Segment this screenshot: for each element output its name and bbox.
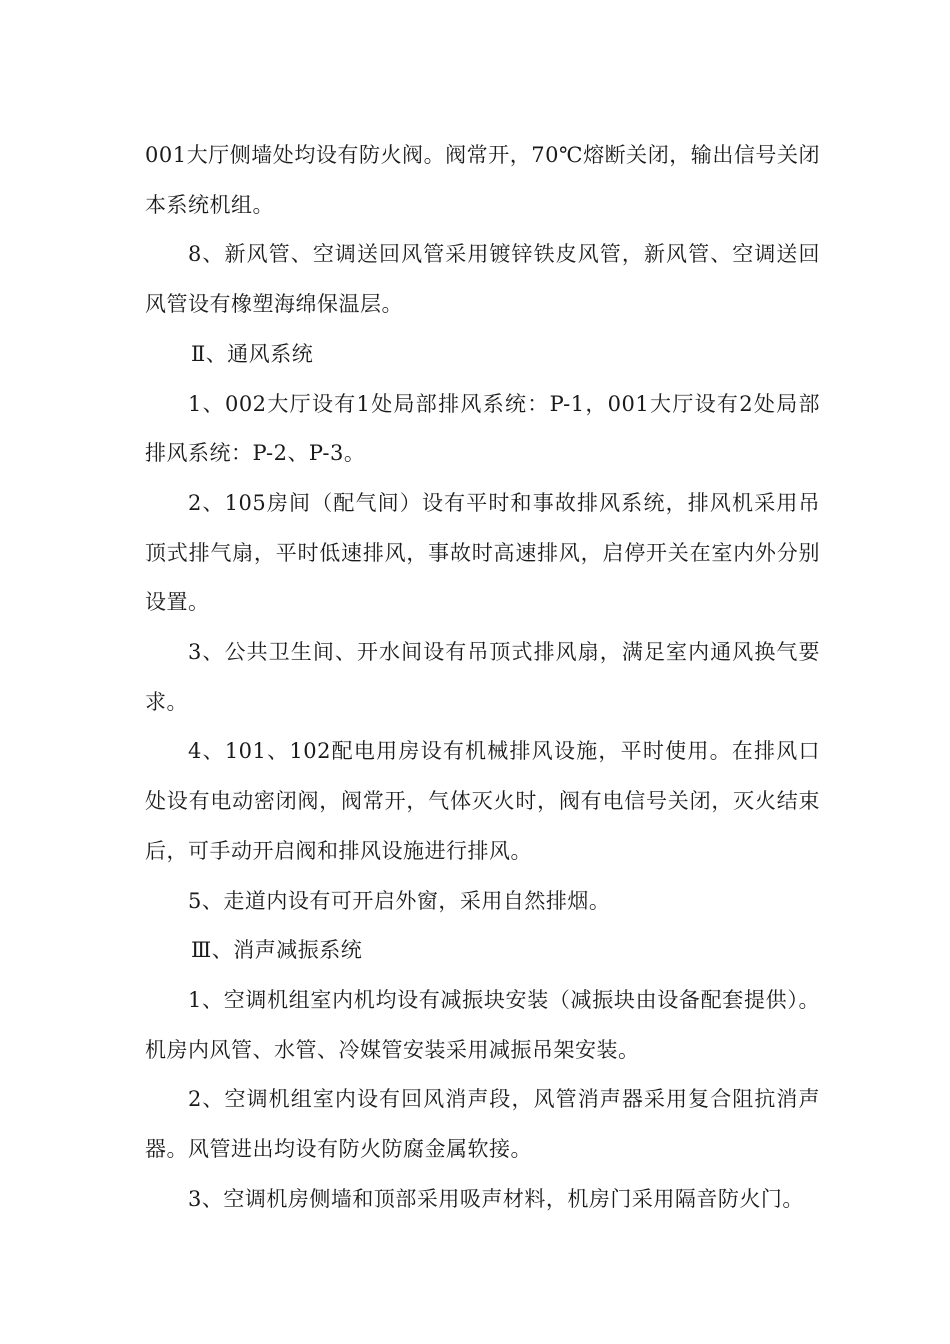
paragraph-ventilation-item-3: 3、公共卫生间、开水间设有吊顶式排风扇，满足室内通风换气要求。 [145,640,820,714]
section-heading-ventilation: Ⅱ、通风系统 [191,341,314,366]
document-body [145,131,820,1224]
paragraph-noise-item-1: 1、空调机组室内机均设有减振块安装（减振块由设备配套提供）。机房内风管、水管、冷媒管安装采用减振吊架安装。 [145,987,820,1062]
paragraph-noise-item-3: 3、空调机房侧墙和顶部采用吸声材料，机房门采用隔音防火门。 [188,1186,804,1211]
section-heading-noise-vibration: Ⅲ、消声减振系统 [191,938,363,963]
paragraph-ventilation-item-5: 5、走道内设有可开启外窗，采用自然排烟。 [188,888,611,913]
paragraph-ventilation-item-2: 2、105房间（配气间）设有平时和事故排风系统，排风机采用吊顶式排气扇，平时低速排风，事故时高速排风，启停开关在室内外分别设置。 [145,490,820,615]
paragraph-item-8-ductwork: 8、新风管、空调送回风管采用镀锌铁皮风管，新风管、空调送回风管设有橡塑海绵保温层。 [145,242,820,317]
paragraph-fire-damper-continued: 001大厅侧墙处均设有防火阀。阀常开，70℃熔断关闭，输出信号关闭本系统机组。 [145,143,820,217]
paragraph-ventilation-item-1: 1、002大厅设有1处局部排风系统：P-1，001大厅设有2处局部排风系统：P-2、P-3。 [145,391,820,466]
paragraph-noise-item-2: 2、空调机组室内设有回风消声段，风管消声器采用复合阻抗消声器。风管进出均设有防火防腐金属软接。 [145,1087,820,1162]
paragraph-ventilation-item-4: 4、101、102配电用房设有机械排风设施，平时使用。在排风口处设有电动密闭阀，阀常开，气体灭火时，阀有电信号关闭，灭火结束后，可手动开启阀和排风设施进行排风。 [145,739,820,863]
